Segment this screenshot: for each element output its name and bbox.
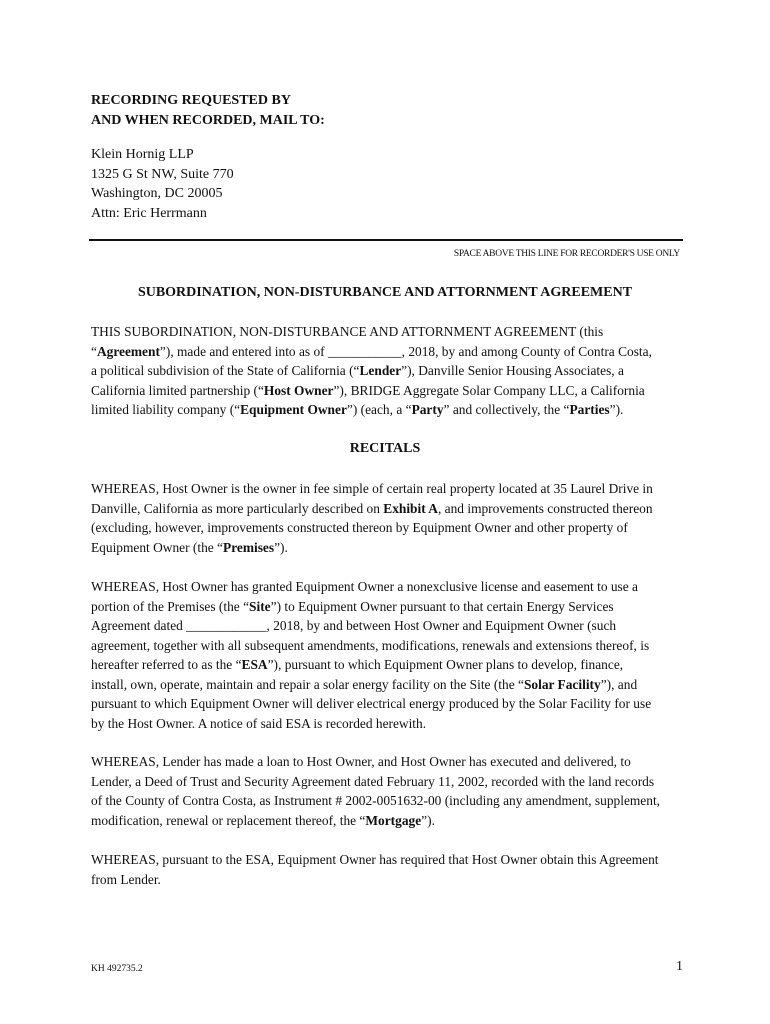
text-run: hereafter referred to as the “ bbox=[91, 657, 242, 672]
paragraph-line bbox=[91, 361, 683, 381]
text-run: a political subdivision of the State of California (“ bbox=[91, 363, 360, 378]
defined-term: Lender bbox=[359, 363, 402, 378]
paragraph-line bbox=[91, 850, 683, 870]
paragraph-line bbox=[91, 791, 683, 811]
paragraph-line bbox=[91, 616, 683, 636]
recitals-heading: RECITALS bbox=[349, 441, 421, 456]
text-run: WHEREAS, Lender has made a loan to Host Owner, and Host Owner has executed and delivered, to bbox=[91, 754, 631, 769]
recorder-use-note: SPACE ABOVE THIS LINE FOR RECORDER'S USE ONLY bbox=[453, 249, 680, 259]
paragraph-line bbox=[91, 322, 683, 342]
paragraph-line bbox=[91, 499, 683, 519]
defined-term: Agreement bbox=[96, 343, 160, 359]
text-run: ”), Danville Senior Housing Associates, a bbox=[401, 363, 624, 378]
paragraph-line bbox=[91, 870, 683, 890]
text-run: portion of the Premises (the “ bbox=[91, 598, 250, 614]
text-run: , and improvements constructed thereon bbox=[437, 500, 653, 516]
intro-paragraph bbox=[91, 322, 683, 420]
return-address-block bbox=[91, 145, 683, 223]
mail-to-line: AND WHEN RECORDED, MAIL TO: bbox=[91, 112, 325, 128]
paragraph-line bbox=[91, 714, 683, 734]
text-run: ”). bbox=[274, 539, 288, 555]
whereas-paragraph-4 bbox=[91, 850, 683, 889]
text-run: limited liability company (“ bbox=[91, 402, 241, 417]
page-number: 1 bbox=[676, 959, 683, 974]
paragraph-line bbox=[91, 636, 683, 656]
paragraph-line bbox=[91, 342, 683, 362]
defined-term: Premises bbox=[223, 539, 275, 555]
text-run: ”), pursuant to which Equipment Owner plans to develop, finance, bbox=[267, 657, 624, 672]
text-run: Equipment Owner (the “ bbox=[91, 539, 224, 555]
text-run: ” and collectively, the “ bbox=[443, 402, 570, 417]
paragraph-line bbox=[91, 655, 683, 675]
defined-term: Parties bbox=[569, 402, 610, 417]
paragraph-line bbox=[91, 694, 683, 714]
defined-term: Equipment Owner bbox=[240, 402, 347, 417]
address-line-firm: Klein Hornig LLP bbox=[91, 147, 194, 162]
text-run: ”), and bbox=[600, 676, 638, 692]
text-run: pursuant to which Equipment Owner will deliver electrical energy produced by the Solar Facility for use bbox=[91, 696, 652, 711]
text-run: WHEREAS, Host Owner is the owner in fee simple of certain real property located at 35 Laurel Drive in bbox=[91, 481, 653, 496]
paragraph-line bbox=[91, 538, 683, 558]
text-run: ”). bbox=[609, 402, 624, 417]
paragraph-line bbox=[91, 479, 683, 499]
paragraph-line bbox=[91, 597, 683, 617]
recording-requested-line: RECORDING REQUESTED BY bbox=[91, 93, 291, 108]
text-run: modification, renewal or replacement thereof, the “ bbox=[91, 812, 366, 828]
whereas-paragraph-1 bbox=[91, 479, 683, 557]
text-run: of the County of Contra Costa, as Instrument # 2002-0051632-00 (including any amendment, supplement, bbox=[91, 793, 661, 808]
paragraph-line bbox=[91, 811, 683, 831]
defined-term: Party bbox=[411, 402, 444, 417]
text-run: Danville, California as more particularly described on bbox=[91, 500, 384, 516]
whereas-paragraph-2 bbox=[91, 577, 683, 733]
paragraph-line bbox=[91, 518, 683, 538]
paragraph-line bbox=[91, 752, 683, 772]
defined-term: Solar Facility bbox=[523, 676, 601, 692]
text-run: ”) (each, a “ bbox=[346, 402, 412, 417]
recorder-divider-line bbox=[89, 239, 683, 241]
paragraph-line bbox=[91, 381, 683, 401]
text-run: California limited partnership (“ bbox=[91, 382, 264, 398]
text-run: WHEREAS, pursuant to the ESA, Equipment Owner has required that Host Owner obtain this Agreement bbox=[91, 852, 659, 867]
paragraph-line bbox=[91, 577, 683, 597]
text-run: ”) to Equipment Owner pursuant to that certain Energy Services bbox=[270, 598, 614, 614]
defined-term: Host Owner bbox=[263, 382, 334, 398]
address-line-street: 1325 G St NW, Suite 770 bbox=[91, 166, 234, 182]
text-run: by the Host Owner. A notice of said ESA is recorded herewith. bbox=[91, 715, 427, 731]
text-run: from Lender. bbox=[91, 871, 161, 887]
paragraph-line bbox=[91, 400, 683, 420]
text-run: THIS SUBORDINATION, NON-DISTURBANCE AND ATTORNMENT AGREEMENT (this bbox=[91, 324, 604, 339]
text-run: “ bbox=[91, 343, 97, 359]
defined-term: Site bbox=[249, 598, 271, 614]
defined-term: ESA bbox=[241, 657, 268, 672]
text-run: Agreement dated ____________, 2018, by and between Host Owner and Equipment Owner (such bbox=[91, 618, 617, 633]
text-run: agreement, together with all subsequent amendments, modifications, renewals and extensions thereof, is bbox=[91, 637, 650, 653]
whereas-paragraph-3 bbox=[91, 752, 683, 830]
defined-term: Exhibit A bbox=[383, 500, 438, 516]
text-run: (excluding, however, improvements constructed thereon by Equipment Owner and other property of bbox=[91, 520, 628, 535]
defined-term: Mortgage bbox=[365, 812, 422, 828]
text-run: WHEREAS, Host Owner has granted Equipment Owner a nonexclusive license and easement to use a bbox=[91, 579, 639, 594]
text-run: ”), made and entered into as of ___________, 2018, by and among County of Contra Costa, bbox=[159, 343, 652, 359]
agreement-title: SUBORDINATION, NON-DISTURBANCE AND ATTORNMENT AGREEMENT bbox=[137, 285, 633, 300]
address-line-attn: Attn: Eric Herrmann bbox=[91, 205, 207, 221]
text-run: ”). bbox=[421, 812, 435, 828]
paragraph-line bbox=[91, 675, 683, 695]
recording-request-block bbox=[91, 91, 683, 130]
text-run: ”), BRIDGE Aggregate Solar Company LLC, a California bbox=[333, 382, 645, 398]
text-run: Lender, a Deed of Trust and Security Agreement dated February 11, 2002, recorded with the land records bbox=[91, 773, 655, 789]
paragraph-line bbox=[91, 772, 683, 792]
text-run: install, own, operate, maintain and repair a solar energy facility on the Site (the “ bbox=[91, 676, 524, 692]
document-id: KH 492735.2 bbox=[91, 964, 143, 974]
address-line-city: Washington, DC 20005 bbox=[91, 186, 223, 201]
